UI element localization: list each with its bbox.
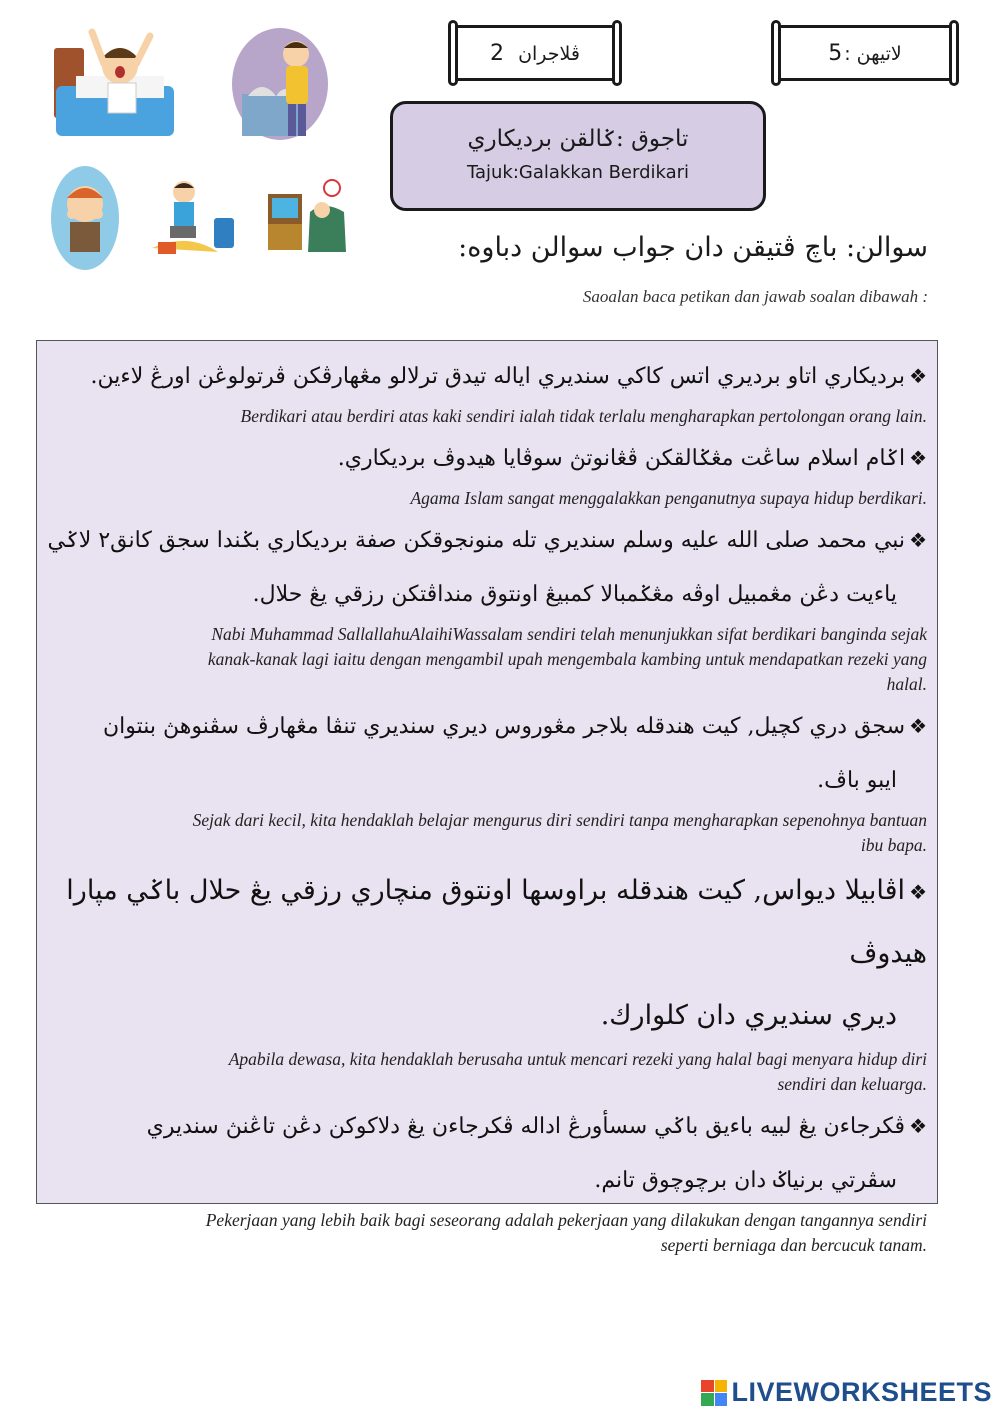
passage-rumi-line: Pekerjaan yang lebih baik bagi seseorang adalah pekerjaan yang dilakukan dengan tangannya sendiri [205,1210,927,1230]
latihan-value: 5 [828,40,843,66]
diamond-bullet-icon: ❖ [909,1114,927,1138]
passage-rumi-line: Agama Islam sangat menggalakkan penganutnya supaya hidup berdikari. [410,488,927,508]
passage-jawi-line: ❖برديكاري اتاو برديري اتس كاكي سنديري اياله تيدق ترلالو مڠهارڤكن ڤرتولوڠن اورڠ لاءين. [90,364,927,389]
title-box [390,101,766,211]
passage-item [47,1099,927,1258]
passage-jawi-line: ياءيت دڠن مڠمبيل اوڤه مڠݢمبالا كمبيڠ اونتوق منداڤتكن رزقي يڠ حلال. [252,582,897,607]
liveworksheets-logo [701,1377,992,1408]
latihan-scroll-box [774,25,956,81]
question-rumi: Saoalan baca petikan dan jawab soalan dibawah : [582,287,928,306]
diamond-bullet-icon: ❖ [909,880,927,904]
passage-rumi-line: Berdikari atau berdiri atas kaki sendiri ialah tidak terlalu mengharapkan pertolongan orang lain. [240,406,927,426]
passage-jawi-line: ديري سنديري دان كلوارك. [600,1000,897,1031]
waking-up-illustration [52,28,177,140]
passage-item [47,699,927,858]
washing-dishes-illustration [228,26,328,144]
passage-jawi-line: ايبو باڤ. [817,768,897,793]
diamond-bullet-icon: ❖ [909,528,927,552]
passage-jawi-line: ❖ڤكرجاءن يڠ لبيه باءيق باݢي سسأورڠ اداله ڤكرجاءن يڠ دلاكوكن دڠن تاڠنڽ سنديري [146,1114,927,1139]
passage-rumi-line: halal. [886,674,927,694]
pelajaran-value: 2 [490,40,505,66]
diamond-bullet-icon: ❖ [909,446,927,470]
passage-item [47,860,927,1097]
washing-face-illustration [50,164,120,272]
cleaning-illustration [148,172,240,260]
passage-item [47,513,927,697]
title-jawi: تاجوق :ݢالقن برديكاري [467,126,689,152]
brand-name: LIVEWORKSHEETS [731,1377,992,1407]
passage-rumi-line: ibu bapa. [860,835,927,855]
passage-rumi-line: seperti berniaga dan bercucuk tanam. [660,1235,927,1255]
passage-jawi-line: ❖اݢام اسلام ساڠت مڠݢالقكن ڤڠانوتڽ سوڤايا هيدوڤ برديكاري. [337,446,927,471]
diamond-bullet-icon: ❖ [909,364,927,388]
passage-jawi-line: سڤرتي برنياݢ دان برچوچوق تانم. [594,1168,897,1193]
passage-rumi-line: Sejak dari kecil, kita hendaklah belajar mengurus diri sendiri tanpa mengharapkan sepenohnya bantuan [192,810,927,830]
latihan-label: لاتيهن :5 [828,40,902,66]
title-rumi: Tajuk:Galakkan Berdikari [466,162,690,183]
passage-jawi-line: ❖سجق دري كچيل, كيت هندقله بلاجر مڠوروس ديري سنديري تنڤا مڠهارڤ سڤنوهڽ بنتوان [103,714,927,739]
question-jawi: سوالن: باچ ڤتيقن دان جواب سوالن دباوه: [458,232,928,263]
passage-rumi-line: sendiri dan keluarga. [777,1074,927,1094]
diamond-bullet-icon: ❖ [909,714,927,738]
passage-rumi-line: kanak-kanak lagi iaitu dengan mengambil upah mengembala kambing untuk mendapatkan rezeki yang [207,649,927,669]
passage-rumi-line: Apabila dewasa, kita hendaklah berusaha untuk mencari rezeki yang halal bagi menyara hidup diri [228,1049,927,1069]
pelajaran-scroll-box [451,25,619,81]
passage-panel [36,340,938,1255]
passage-jawi-line: ❖اڤابيلا ديواس, كيت هندقله براوسها اونتوق منچاري رزقي يڠ حلال باݢي مپارا هيدوڤ [66,875,927,969]
pelajaran-label: ڤلاجران 2 [490,40,580,66]
passage-item [47,431,927,511]
watching-tv-illustration [262,176,352,256]
passage-item [47,349,927,429]
passage-rumi-line: Nabi Muhammad SallallahuAlaihiWassalam sendiri telah menunjukkan sifat berdikari banginda sejak [211,624,927,644]
liveworksheets-badge-icon [701,1380,727,1406]
passage-jawi-line: ❖نبي محمد صلى الله عليه وسلم سنديري تله منونجوقكن صفة برديكاري بݢندا سجق كانق٢ لاݢي [47,528,927,553]
